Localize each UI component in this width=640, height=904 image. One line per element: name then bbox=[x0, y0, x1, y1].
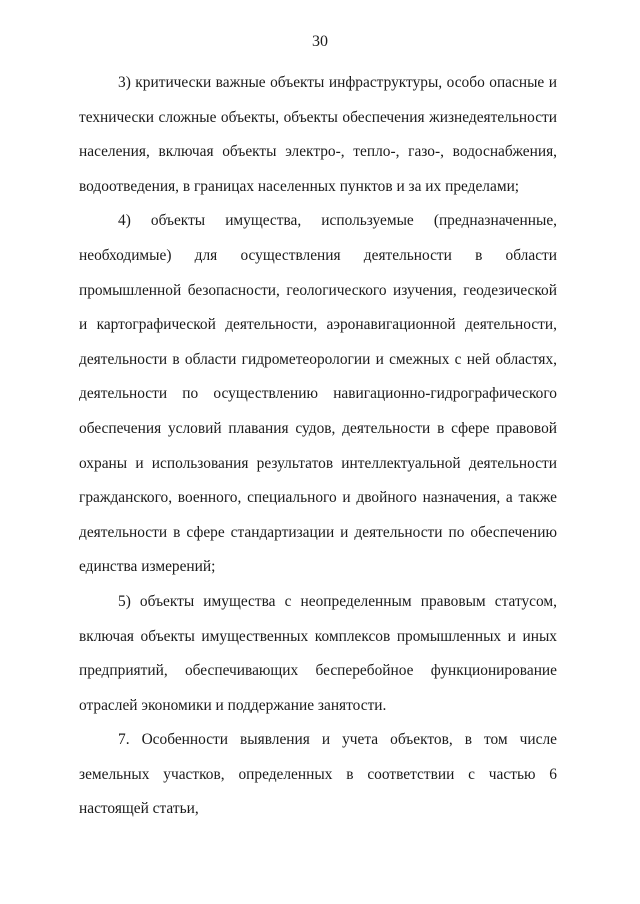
document-body bbox=[79, 66, 557, 827]
paragraph-item-4: 4) объекты имущества, используемые (предназначенные, необходимые) для осуществления деятельности в области промышленной безопасности, геологического изучения, геодезической и картографической деятельности, аэронавигационной деятельности, деятельности в области гидрометеорологии и смежных с ней областях, деятельности по осуществлению навигационно-гидрографического обеспечения условий плавания судов, деятельности в сфере правовой охраны и использования результатов интеллектуальной деятельности гражданского, военного, специального и двойного назначения, а также деятельности в сфере стандартизации и деятельности по обеспечению единства измерений; bbox=[79, 212, 557, 576]
paragraph-part-7: 7. Особенности выявления и учета объектов, в том числе земельных участков, определенных в соответствии с частью 6 настоящей статьи, bbox=[79, 731, 557, 818]
page-number: 30 bbox=[312, 33, 328, 50]
paragraph-item-3: 3) критически важные объекты инфраструктуры, особо опасные и технически сложные объекты, объекты обеспечения жизнедеятельности населения, включая объекты электро-, тепло-, газо-, водоснабжения, водоотведения, в границах населенных пунктов и за их пределами; bbox=[79, 74, 557, 195]
paragraph-item-5: 5) объекты имущества с неопределенным правовым статусом, включая объекты имущественных комплексов промышленных и иных предприятий, обеспечивающих бесперебойное функционирование отраслей экономики и поддержание занятости. bbox=[79, 592, 557, 714]
